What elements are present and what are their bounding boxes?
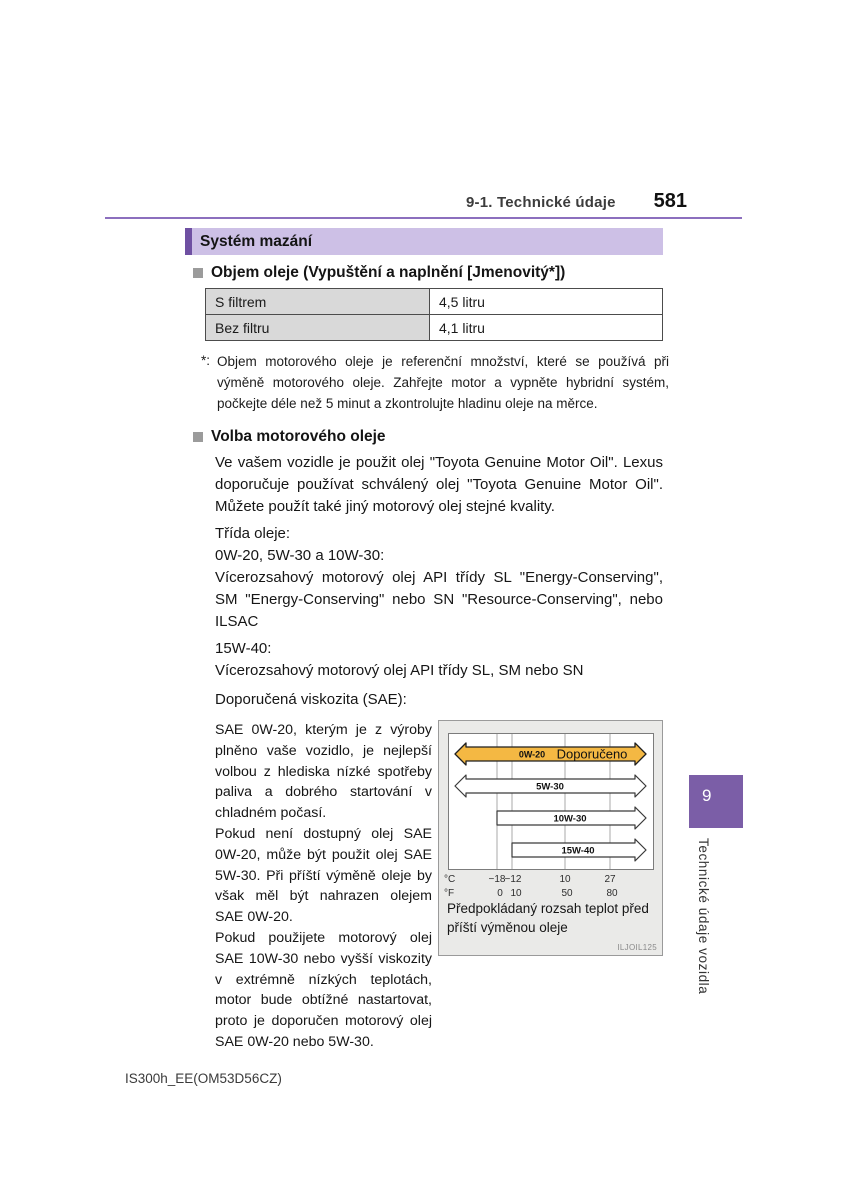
body-paragraph: Pokud použijete motorový olej SAE 10W-30 nebo vyšší viskozity v extrémně nízkých teplotách, motor bude obtížné nastartovat, proto je doporučen motorový olej SAE 0W-20 nebo 5W-30.: [215, 929, 432, 1050]
main-content: [185, 228, 669, 1053]
c-tick: −12: [504, 874, 522, 885]
table-row: [206, 315, 663, 341]
f-tick: 80: [606, 888, 618, 899]
two-column-block: [215, 720, 663, 1053]
page-number: 581: [653, 190, 687, 212]
chapter-number: 9: [702, 786, 712, 805]
table-row: [206, 289, 663, 315]
celsius-unit: °C: [444, 874, 456, 885]
f-tick: 50: [561, 888, 573, 899]
section-accent-bar: [185, 228, 192, 255]
grade-name: 15W-40:: [215, 640, 272, 657]
celsius-axis: [439, 874, 662, 886]
viscosity-text-column: [215, 720, 432, 1053]
document-code: IS300h_EE(OM53D56CZ): [125, 1071, 282, 1086]
footnote-marker: *:: [201, 353, 211, 368]
oil-selection-heading-text: Volba motorového oleje: [211, 428, 386, 445]
viscosity-diagram: [438, 720, 663, 956]
c-tick: 10: [559, 874, 571, 885]
header-divider: [105, 217, 742, 219]
grade-label: Třída oleje:: [215, 525, 291, 542]
grade-desc: Vícerozsahový motorový olej API třídy SL, SM nebo SN: [215, 662, 584, 679]
arrow-label-15w40: 15W-40: [561, 845, 595, 857]
c-tick: −18: [488, 874, 506, 885]
arrow-label-10w30: 10W-30: [553, 813, 587, 825]
intro-paragraph: Ve vašem vozidle je použit olej "Toyota Genuine Motor Oil". Lexus doporučuje používat schválený olej "Toyota Genuine Motor Oil". Můžete použít také jiný motorový olej stejné kvality.: [215, 454, 663, 515]
square-bullet-icon: [193, 432, 203, 442]
viscosity-label: Doporučená viskozita (SAE):: [215, 691, 407, 708]
row-label: Bez filtru: [206, 315, 430, 341]
f-tick: 0: [497, 888, 503, 899]
section-title-bar: [185, 228, 663, 255]
section-title: Systém mazání: [200, 232, 312, 250]
grade-desc: Vícerozsahový motorový olej API třídy SL "Energy-Conserving", SM "Energy-Conserving" nebo SN "Resource-Conserving", nebo ILSAC: [215, 569, 663, 630]
viscosity-chart: [448, 733, 654, 870]
body-paragraph: Pokud není dostupný olej SAE 0W-20, může být použit olej SAE 5W-30. Při příští výměně oleje by však měl být nahrazen olejem SAE 0W-20.: [215, 825, 432, 926]
grade-name: 0W-20, 5W-30 a 10W-30:: [215, 547, 385, 564]
body-paragraph: SAE 0W-20, kterým je z výroby plněno vaše vozidlo, je nejlepší volbou z hlediska nízké spotřeby paliva a dobrého startování v chladném počasí.: [215, 722, 432, 822]
page-header: [105, 190, 742, 213]
chapter-number-badge: [689, 775, 743, 828]
oil-capacity-heading: [193, 264, 663, 282]
row-value: 4,1 litru: [430, 315, 663, 341]
oil-selection-heading: [193, 428, 663, 446]
footnote-text: Objem motorového oleje je referenční množství, které se používá při výměně motorového oleje. Zahřejte motor a vypněte hybridní systém, počkejte déle než 5 minut a zkontrolujte hladinu oleje na měrce.: [217, 354, 669, 411]
chapter-title-vertical: Technické údaje vozidla: [696, 838, 711, 995]
c-tick: 27: [604, 874, 616, 885]
arrow-label-0w20: 0W-20: [518, 749, 546, 760]
square-bullet-icon: [193, 268, 203, 278]
figure-code: ILJOIL125: [617, 943, 657, 952]
breadcrumb: 9-1. Technické údaje: [466, 194, 616, 211]
recommended-label: Doporučeno: [556, 746, 628, 762]
oil-selection-body: [215, 452, 663, 1053]
f-tick: 10: [510, 888, 522, 899]
fahrenheit-unit: °F: [444, 888, 455, 899]
diagram-caption: Předpokládaný rozsah teplot před příští výměnou oleje: [447, 901, 649, 935]
oil-capacity-table: [205, 288, 663, 341]
row-label: S filtrem: [206, 289, 430, 315]
footnote: [201, 351, 669, 414]
oil-capacity-heading-text: Objem oleje (Vypuštění a naplnění [Jmenovitý*]): [211, 264, 566, 281]
arrow-label-5w30: 5W-30: [536, 781, 564, 793]
row-value: 4,5 litru: [430, 289, 663, 315]
